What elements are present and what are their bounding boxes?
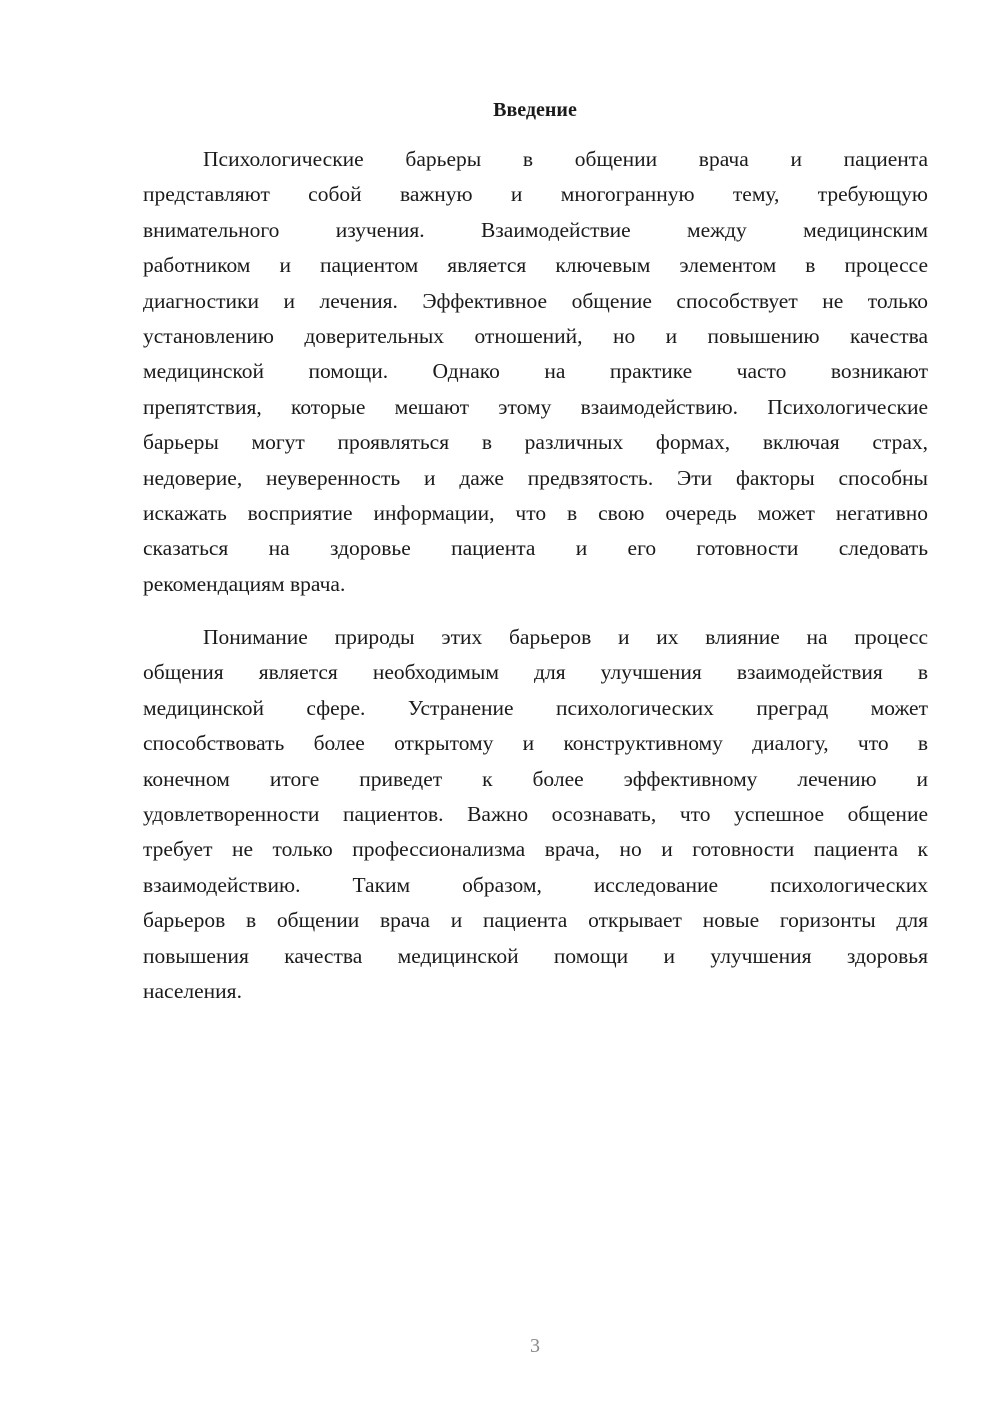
page-number: 3 [530, 1335, 540, 1357]
text-line: диагностики и лечения. Эффективное общение способствует не только [143, 288, 928, 313]
text-line: населения. [143, 978, 242, 1003]
text-line: конечном итоге приведет к более эффективному лечению и [143, 766, 928, 791]
text-line: работником и пациентом является ключевым элементом в процессе [143, 253, 928, 278]
text-line: препятствия, которые мешают этому взаимодействию. Психологические [143, 394, 928, 419]
text-line: общения является необходимым для улучшения взаимодействия в [143, 660, 928, 685]
text-line: барьеров в общении врача и пациента открывает новые горизонты для [143, 908, 928, 933]
paragraph-2 [143, 620, 928, 1009]
text-line: внимательного изучения. Взаимодействие между медицинским [143, 217, 928, 242]
paragraph-1 [143, 142, 928, 602]
text-line: Понимание природы этих барьеров и их влияние на процесс [203, 625, 928, 649]
text-line: барьеры могут проявляться в различных формах, включая страх, [143, 430, 928, 455]
text-line: недоверие, неуверенность и даже предвзятость. Эти факторы способны [143, 465, 928, 490]
text-line: Психологические барьеры в общении врача и пациента [203, 147, 928, 171]
section-title: Введение [493, 99, 577, 121]
text-line: искажать восприятие информации, что в свою очередь может негативно [143, 500, 928, 525]
text-line: сказаться на здоровье пациента и его готовности следовать [143, 536, 928, 561]
text-line: представляют собой важную и многогранную тему, требующую [143, 182, 928, 207]
text-line: способствовать более открытому и конструктивному диалогу, что в [143, 731, 928, 756]
text-line: удовлетворенности пациентов. Важно осознавать, что успешное общение [143, 801, 928, 826]
text-line: требует не только профессионализма врача, но и готовности пациента к [143, 837, 928, 862]
text-line: взаимодействию. Таким образом, исследование психологических [143, 872, 928, 897]
text-line: повышения качества медицинской помощи и улучшения здоровья [143, 943, 928, 968]
text-line: медицинской сфере. Устранение психологических преград может [143, 695, 928, 720]
text-line: установлению доверительных отношений, но и повышению качества [143, 323, 928, 348]
text-line: рекомендациям врача. [143, 571, 346, 596]
text-line: медицинской помощи. Однако на практике часто возникают [143, 359, 928, 384]
